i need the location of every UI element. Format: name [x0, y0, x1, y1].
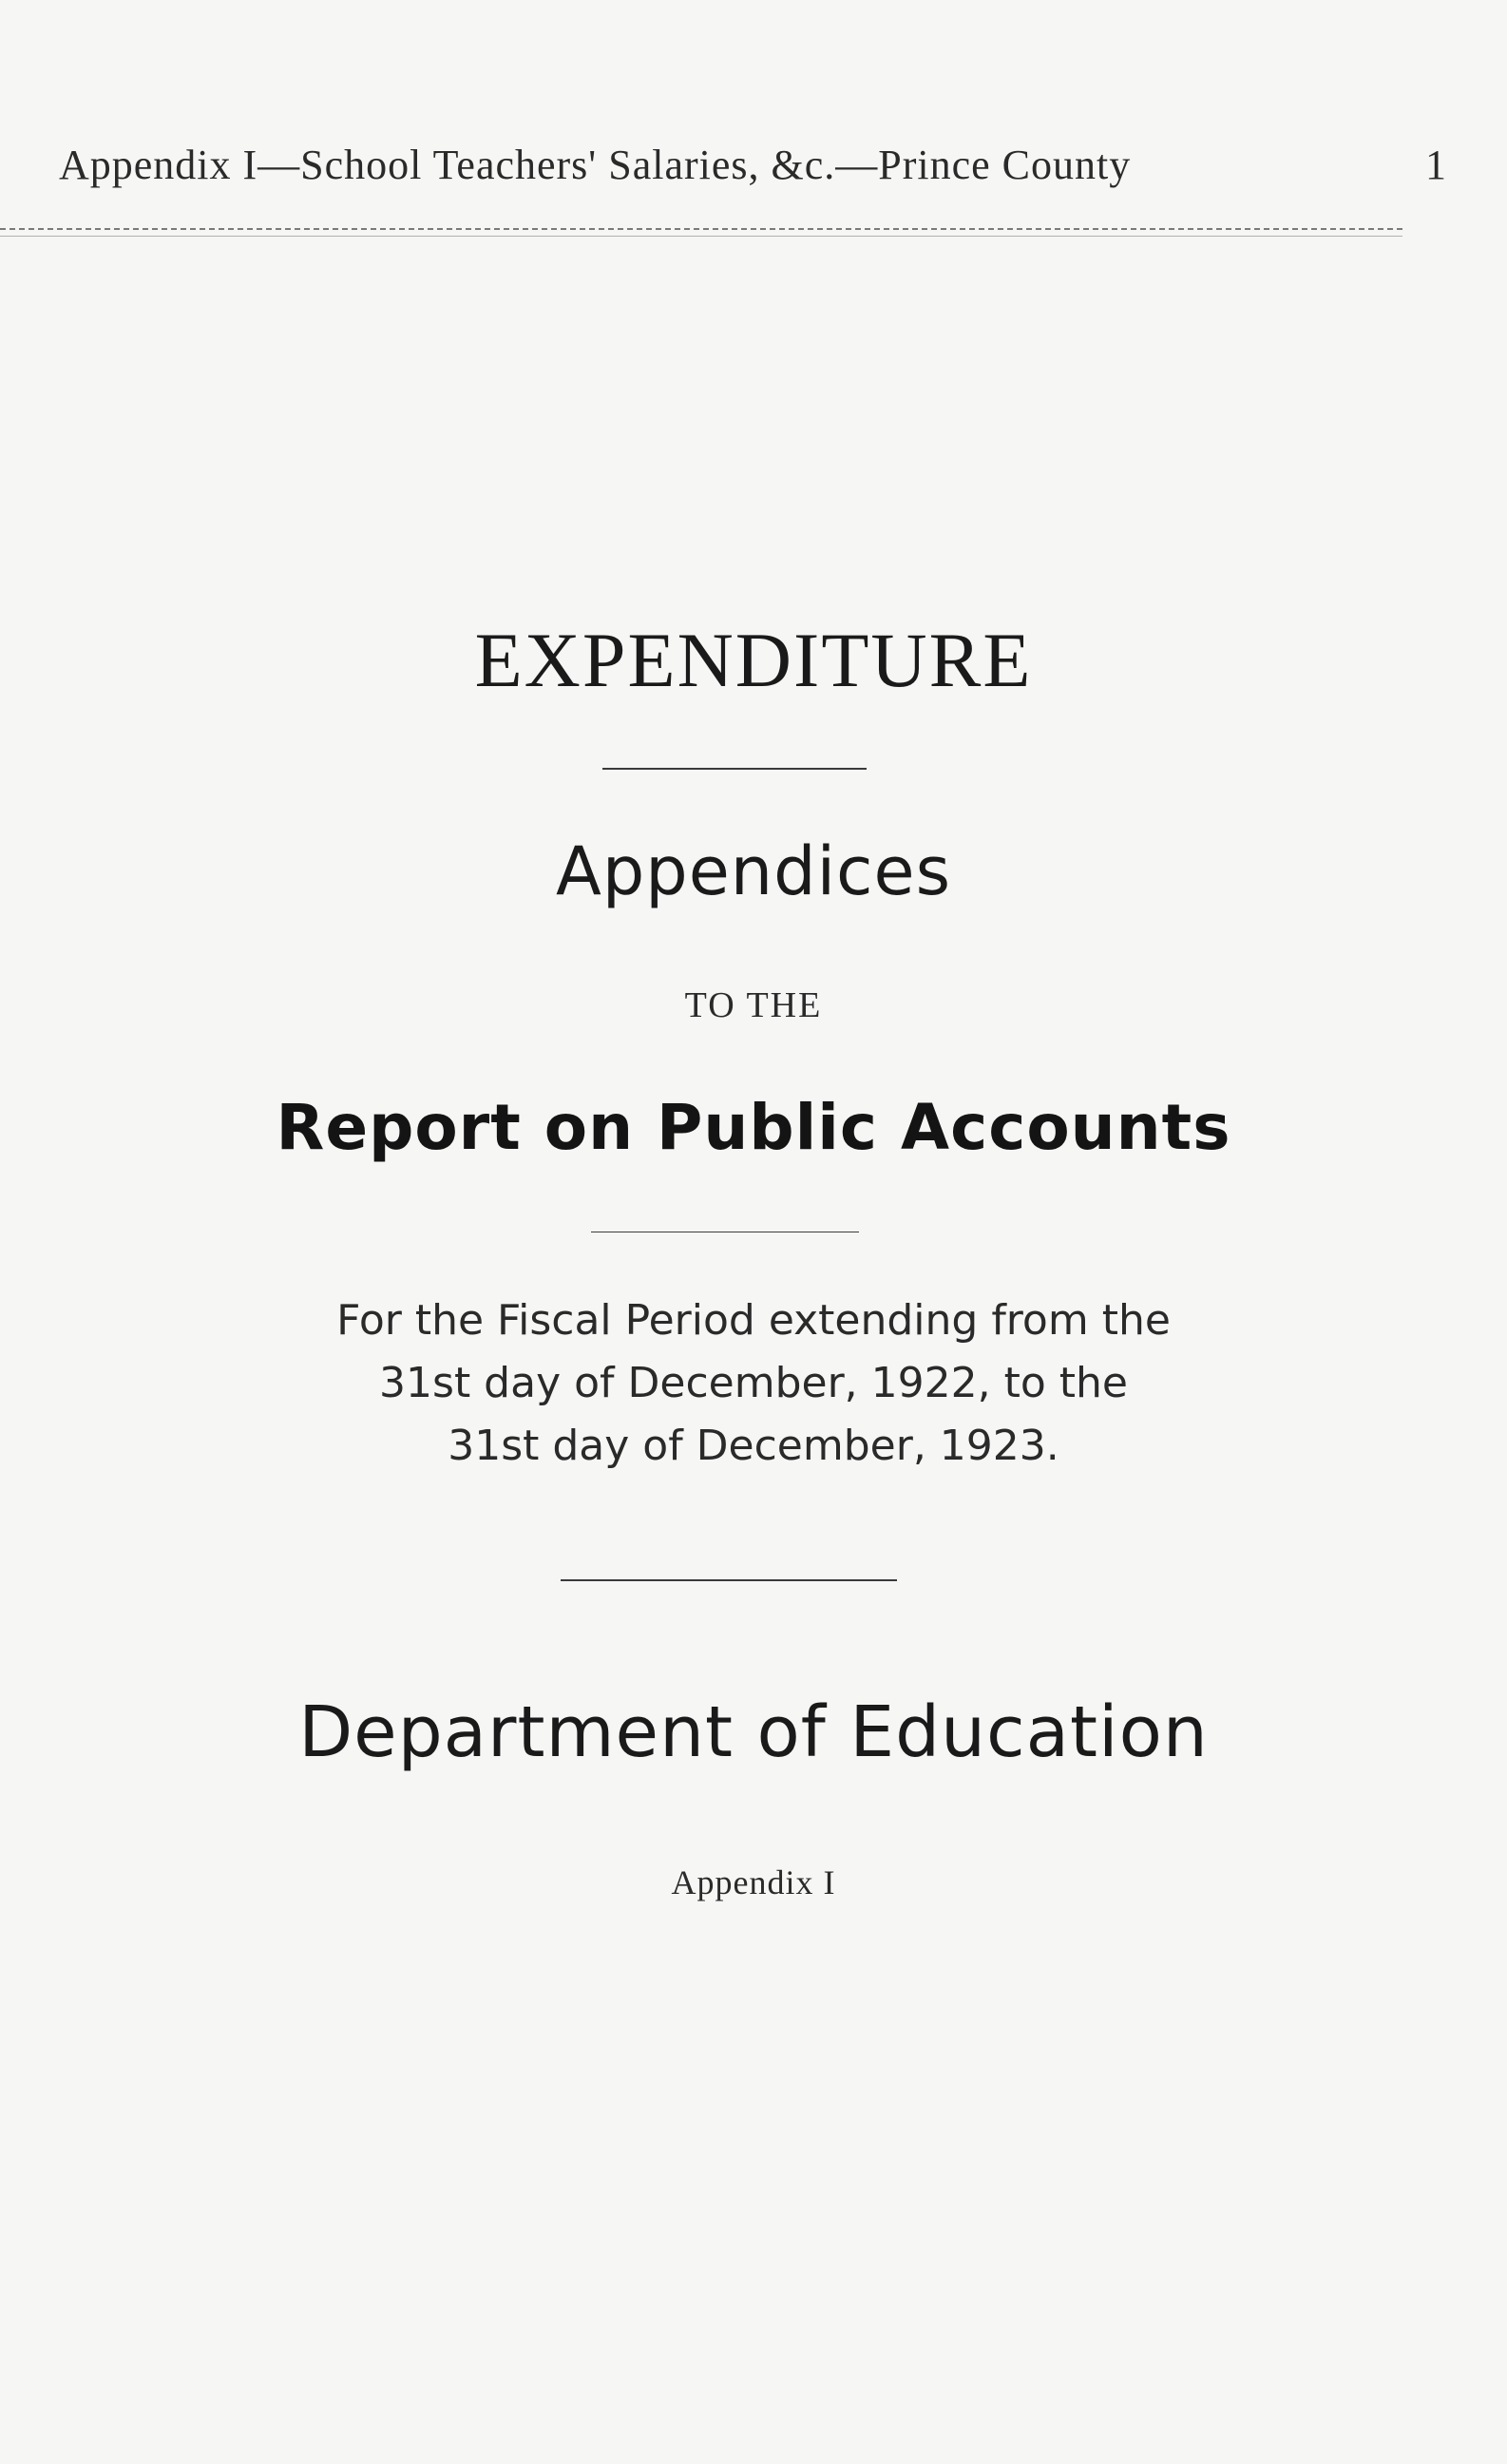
header-rule-secondary — [0, 236, 1402, 237]
running-header — [59, 141, 1446, 207]
header-rule — [0, 228, 1402, 230]
page-number: 1 — [1425, 142, 1446, 188]
fiscal-period-line: 31st day of December, 1922, to the — [379, 1359, 1128, 1407]
divider-rule — [561, 1579, 897, 1581]
running-title: Appendix I—School Teachers' Salaries, &c.—Prince County — [59, 142, 1132, 188]
main-title: EXPENDITURE — [474, 617, 1033, 703]
connector-text: TO THE — [684, 985, 823, 1025]
divider-rule — [602, 768, 867, 770]
fiscal-period-line: 31st day of December, 1923. — [448, 1422, 1059, 1470]
appendix-label: Appendix I — [671, 1863, 836, 1901]
department-title: Department of Education — [298, 1691, 1209, 1773]
subtitle: Appendices — [555, 832, 952, 910]
report-title: Report on Public Accounts — [276, 1091, 1231, 1164]
fiscal-period-line: For the Fiscal Period extending from the — [336, 1296, 1171, 1345]
